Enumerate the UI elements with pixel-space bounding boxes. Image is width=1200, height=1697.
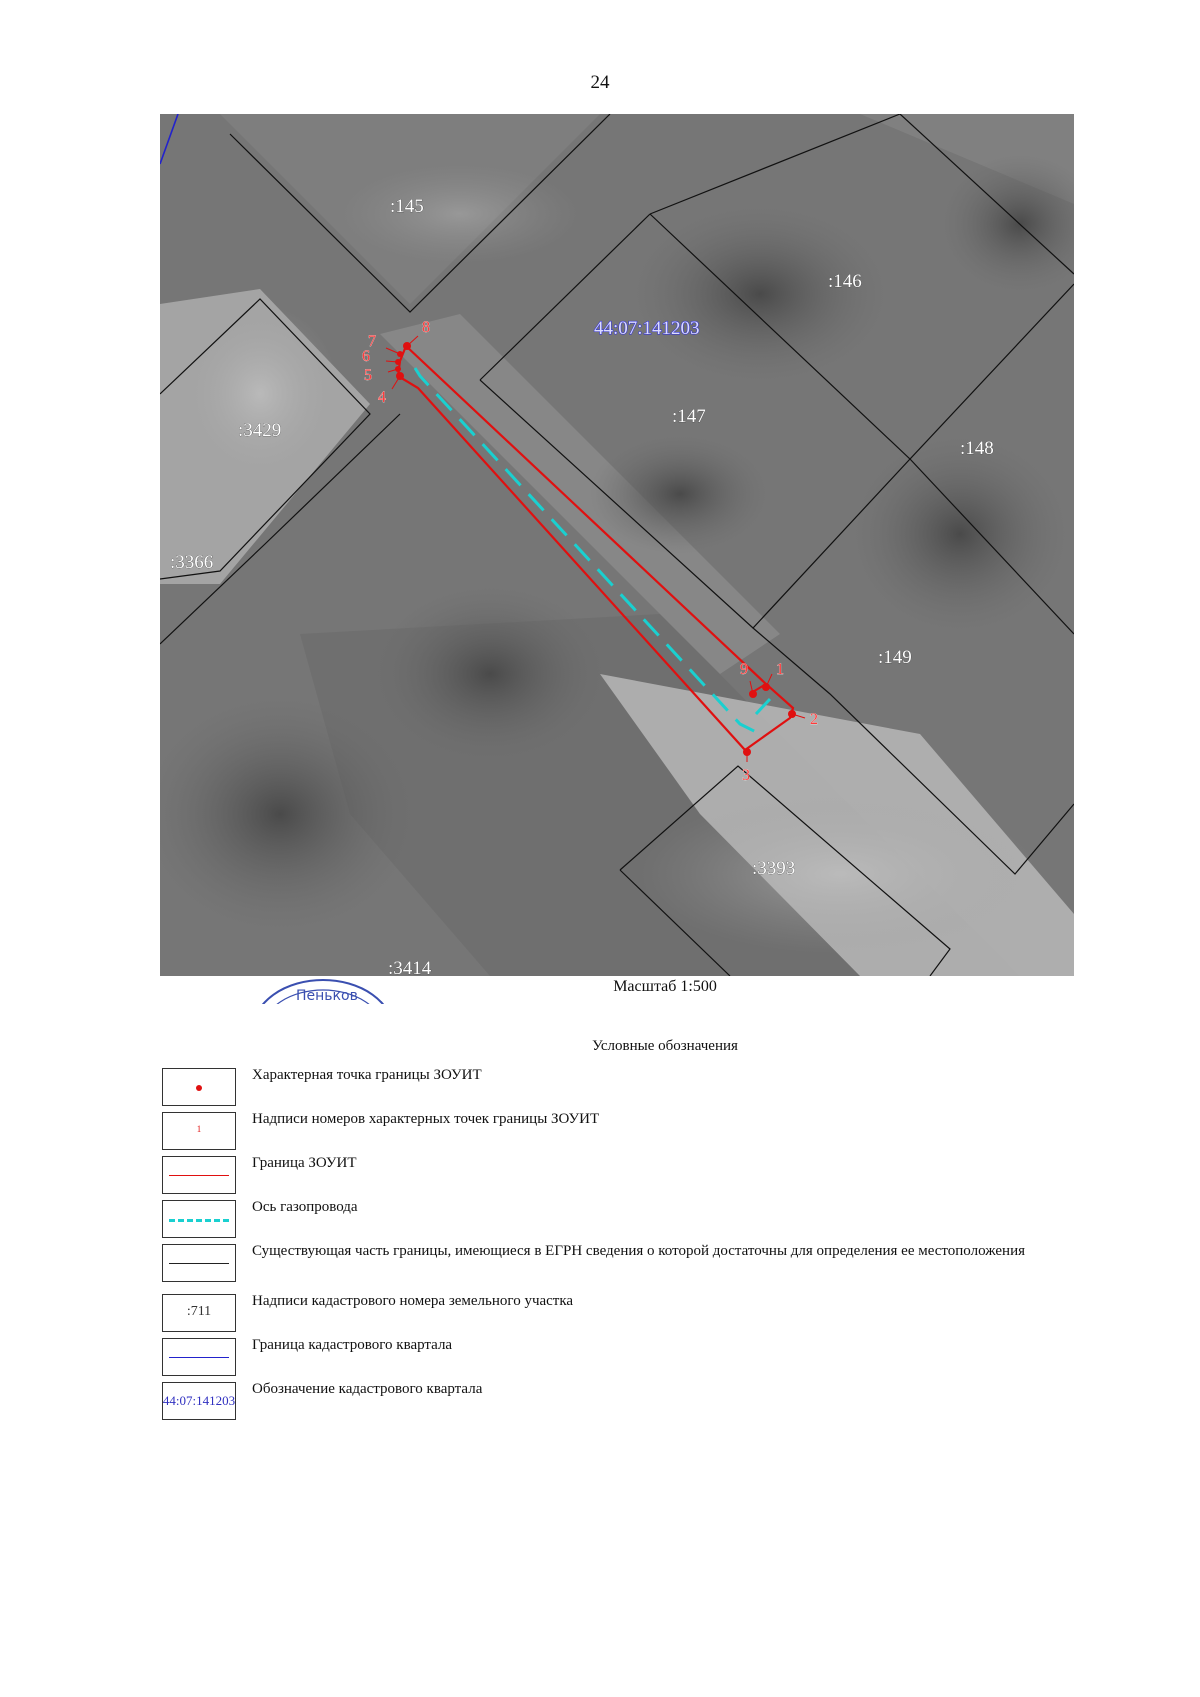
map-canvas xyxy=(160,114,1074,976)
point-label: 3 xyxy=(742,767,750,784)
legend-item xyxy=(160,1292,1060,1336)
point-label: 6 xyxy=(362,348,370,365)
legend-text: Обозначение кадастрового квартала xyxy=(252,1381,483,1397)
point-label: 9 xyxy=(740,661,748,678)
legend-text: Граница кадастрового квартала xyxy=(252,1337,453,1353)
legend-item xyxy=(160,1336,1060,1380)
legend-item xyxy=(160,1066,1060,1110)
legend-item xyxy=(160,1154,1060,1198)
parcel-label: :3414 xyxy=(388,958,432,976)
legend-text: Надписи номеров характерных точек границы ЗОУИТ xyxy=(252,1111,600,1127)
red-line-icon xyxy=(169,1175,229,1176)
black-line-icon xyxy=(169,1263,229,1264)
legend-item xyxy=(160,1198,1060,1242)
legend-symbol-black-line xyxy=(162,1244,236,1282)
legend-item xyxy=(160,1380,1060,1424)
legend-title: Условные обозначения xyxy=(592,1038,738,1054)
legend-symbol-red-dot xyxy=(162,1068,236,1106)
legend-text: Надписи кадастрового номера земельного участка xyxy=(252,1293,574,1309)
red-number-sample: 1 xyxy=(196,1124,202,1134)
parcel-label: :3429 xyxy=(238,420,282,441)
legend-text: Граница ЗОУИТ xyxy=(252,1155,357,1171)
parcel-number-sample: :711 xyxy=(186,1304,212,1319)
blue-line-icon xyxy=(169,1357,229,1358)
point-label: 7 xyxy=(368,333,376,350)
legend-item xyxy=(160,1242,1060,1292)
cyan-dashed-line-icon xyxy=(169,1219,229,1222)
map-scale: Масштаб 1:500 xyxy=(613,978,717,995)
legend-symbol-quarter-number xyxy=(162,1382,236,1420)
parcel-label: :3393 xyxy=(752,858,796,879)
point-label: 8 xyxy=(422,319,430,336)
legend-symbol-red-line xyxy=(162,1156,236,1194)
quarter-label: 44:07:141203 xyxy=(594,318,700,339)
parcel-label: :147 xyxy=(672,406,706,427)
page-number: 24 xyxy=(590,72,610,93)
red-dot-icon xyxy=(196,1085,202,1091)
point-label: 1 xyxy=(776,661,784,678)
legend-symbol-parcel-number xyxy=(162,1294,236,1332)
parcel-label: :148 xyxy=(960,438,994,459)
point-label: 5 xyxy=(364,367,372,384)
point-label: 2 xyxy=(810,711,818,728)
parcel-label: :149 xyxy=(878,647,912,668)
quarter-number-sample: 44:07:141203 xyxy=(162,1393,236,1408)
legend-text: Существующая часть границы, имеющиеся в ЕГРН сведения о которой достаточны для определения ее местоположения xyxy=(252,1243,1025,1259)
legend xyxy=(160,1066,1060,1424)
legend-item xyxy=(160,1110,1060,1154)
parcel-label: :3366 xyxy=(170,552,214,573)
legend-symbol-cyan-dashed-line xyxy=(162,1200,236,1238)
point-label: 4 xyxy=(378,389,386,406)
cadastral-map xyxy=(160,114,1074,976)
svg-text:Пеньков: Пеньков xyxy=(296,988,358,1004)
parcel-label: :145 xyxy=(390,196,424,217)
legend-text: Характерная точка границы ЗОУИТ xyxy=(252,1067,482,1083)
parcel-label: :146 xyxy=(828,271,862,292)
legend-text: Ось газопровода xyxy=(252,1199,358,1215)
legend-symbol-red-number xyxy=(162,1112,236,1150)
legend-symbol-blue-line xyxy=(162,1338,236,1376)
